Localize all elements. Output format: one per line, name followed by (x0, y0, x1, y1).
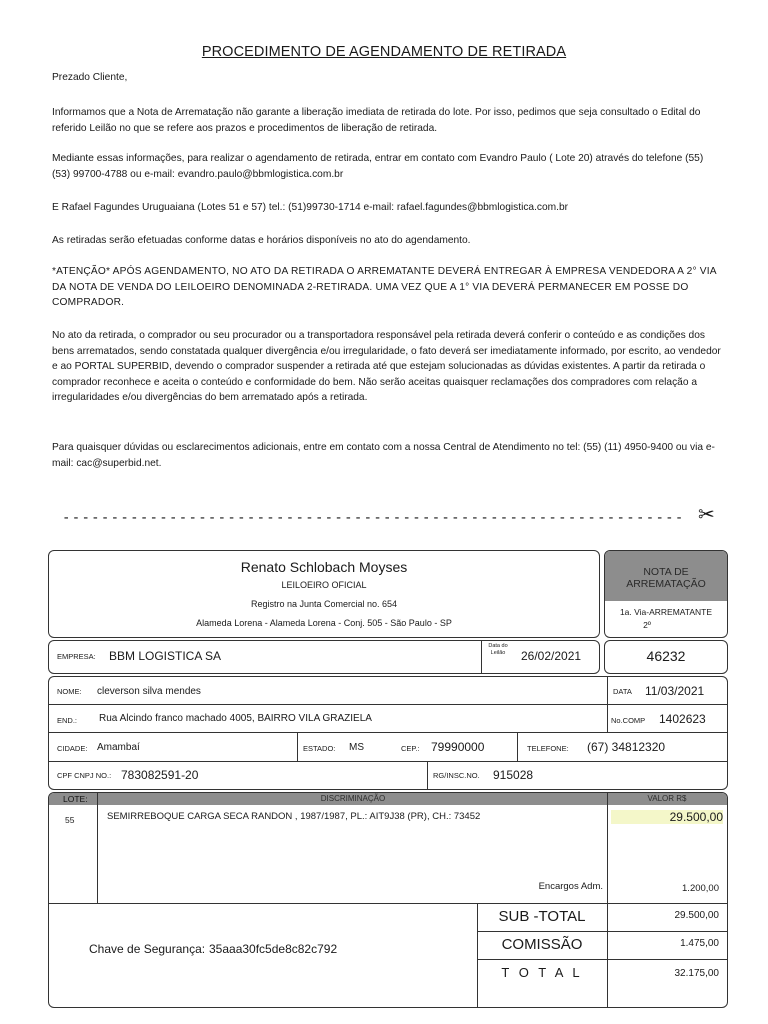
comissao-label: COMISSÃO (501, 936, 583, 953)
header-valor: VALOR R$ (647, 794, 687, 803)
items-table (48, 792, 728, 1008)
nota-box (604, 550, 728, 638)
cut-line: ---------------------------------------------------------------- (62, 510, 685, 526)
data-label: DATA (613, 687, 632, 696)
ncomp-value: 1402623 (659, 712, 706, 726)
paragraph-contact-evandro: Mediante essas informações, para realizar o agendamento de retirada, entrar em contato com Evandro Paulo ( Lote 20) através do telefone (55) (53) 99700-4788 ou e-mail: evandro.paulo@bbmlogistica.com.br (52, 153, 704, 180)
telefone-label: TELEFONE: (527, 744, 569, 753)
end-label: END.: (57, 716, 78, 725)
header-discriminacao: DISCRIMINAÇÃO (320, 794, 386, 803)
paragraph-attention: *ATENÇÃO* APÓS AGENDAMENTO, NO ATO DA RETIRADA O ARREMATANTE DEVERÁ ENTREGAR À EMPRESA VENDEDORA A 2° VIA DA NOTA DE VENDA DO LEILOEIRO DENOMINADA 2-RETIRADA. UMA VEZ QUE A 1° VIA DEVERÁ PERMANECER EM POSSE DO COMPRADOR. (52, 266, 717, 308)
chave-value: 35aaa30fc5de8c82c792 (209, 942, 338, 956)
cpf-label: CPF CNPJ NO.: (57, 771, 112, 780)
auctioneer-role: LEILOEIRO OFICIAL (281, 580, 367, 590)
cep-value: 79990000 (431, 740, 485, 754)
nome-value: cleverson silva mendes (97, 686, 201, 697)
chave-label: Chave de Segurança: (89, 942, 206, 956)
telefone-value: (67) 34812320 (587, 740, 666, 754)
nota-title: NOTA DE ARREMATAÇÃO (626, 566, 706, 590)
ncomp-label: No.COMP (611, 716, 646, 725)
auctioneer-box (48, 550, 600, 638)
estado-value: MS (349, 742, 364, 753)
empresa-value: BBM LOGISTICA SA (109, 649, 222, 663)
total-value: 32.175,00 (674, 968, 719, 979)
subtotal-label: SUB -TOTAL (498, 908, 586, 925)
cidade-value: Amambaí (97, 742, 140, 753)
nome-label: NOME: (57, 687, 82, 696)
cidade-label: CIDADE: (57, 744, 88, 753)
total-label: T O T A L (501, 965, 583, 980)
cep-label: CEP.: (401, 744, 420, 753)
estado-label: ESTADO: (303, 744, 336, 753)
data-leilao-label: Data do Leilão (488, 643, 508, 656)
empresa-label: EMPRESA: (57, 652, 96, 661)
empresa-box (48, 640, 600, 674)
subtotal-value: 29.500,00 (674, 910, 719, 921)
paragraph-notice: Informamos que a Nota de Arrematação não garante a liberação imediata de retirada do lote. Por isso, pedimos que seja consultado o Edital do referido Leilão no que se refere aos prazos e procedimentos de liberação de retirada. (52, 107, 701, 134)
encargos-label: Encargos Adm. (538, 881, 603, 892)
via-label: 1a. Via-ARREMATANTE (619, 607, 713, 617)
data-leilao-value: 26/02/2021 (521, 649, 582, 663)
paragraph-support: Para quaisquer dúvidas ou esclarecimentos adicionais, entre em contato com a nossa Central de Atendimento no tel: (55) (11) 4950-9400 ou via e-mail: cac@superbid.net. (52, 442, 715, 469)
row-lote: 55 (65, 815, 75, 825)
auctioneer-address: Alameda Lorena - Alameda Lorena - Conj. 505 - São Paulo - SP (196, 618, 452, 628)
rg-label: RG/INSC.NO. (433, 771, 480, 780)
paragraph-contact-rafael: E Rafael Fagundes Uruguaiana (Lotes 51 e 57) tel.: (51)99730-1714 e-mail: rafael.fagundes@bbmlogistica.com.br (52, 202, 569, 213)
auctioneer-registry: Registro na Junta Comercial no. 654 (250, 599, 398, 609)
client-box (48, 676, 728, 790)
data-value: 11/03/2021 (645, 684, 705, 698)
nota-number: 46232 (646, 648, 686, 664)
page-title: PROCEDIMENTO DE AGENDAMENTO DE RETIRADA (201, 44, 567, 60)
greeting: Prezado Cliente, (52, 72, 128, 83)
cpf-value: 783082591-20 (121, 768, 199, 782)
end-value: Rua Alcindo franco machado 4005, BAIRRO VILA GRAZIELA (99, 713, 372, 724)
encargos-value: 1.200,00 (682, 883, 719, 894)
nota-number-box (604, 640, 728, 674)
rg-value: 915028 (493, 768, 534, 782)
auctioneer-name: Renato Schlobach Moyses (240, 559, 408, 575)
comissao-value: 1.475,00 (680, 938, 719, 949)
row-desc: SEMIRREBOQUE CARGA SECA RANDON , 1987/1987, PL.: AIT9J38 (PR), CH.: 73452 (107, 811, 481, 822)
header-lote: LOTE: (63, 794, 88, 804)
scissors-icon: ✂ (698, 504, 715, 526)
paragraph-schedule: As retiradas serão efetuadas conforme datas e horários disponíveis no ato do agendamento. (52, 235, 471, 246)
via-number: 2º (643, 620, 651, 630)
row-valor: 29.500,00 (611, 810, 723, 824)
paragraph-retirada: No ato da retirada, o comprador ou seu procurador ou a transportadora responsável pela retirada deverá conferir o conteúdo e as condições dos bens arrematados, sendo constatada qualquer divergência e/ou irregularidade, o fato deverá ser imediatamente informado, por escrito, ao vendedor e ao PORTAL SUPERBID, devendo o comprador suspender a retirada até que estejam solucionadas as dúvidas existentes. A partir da retirada o comprador reconhece e aceita o conteúdo e conformidade do bem. Não serão aceitas quaisquer reclamações dos compradores com relação a irregularidades e/ou divergências do bem arrematado após a retirada. (52, 330, 721, 403)
